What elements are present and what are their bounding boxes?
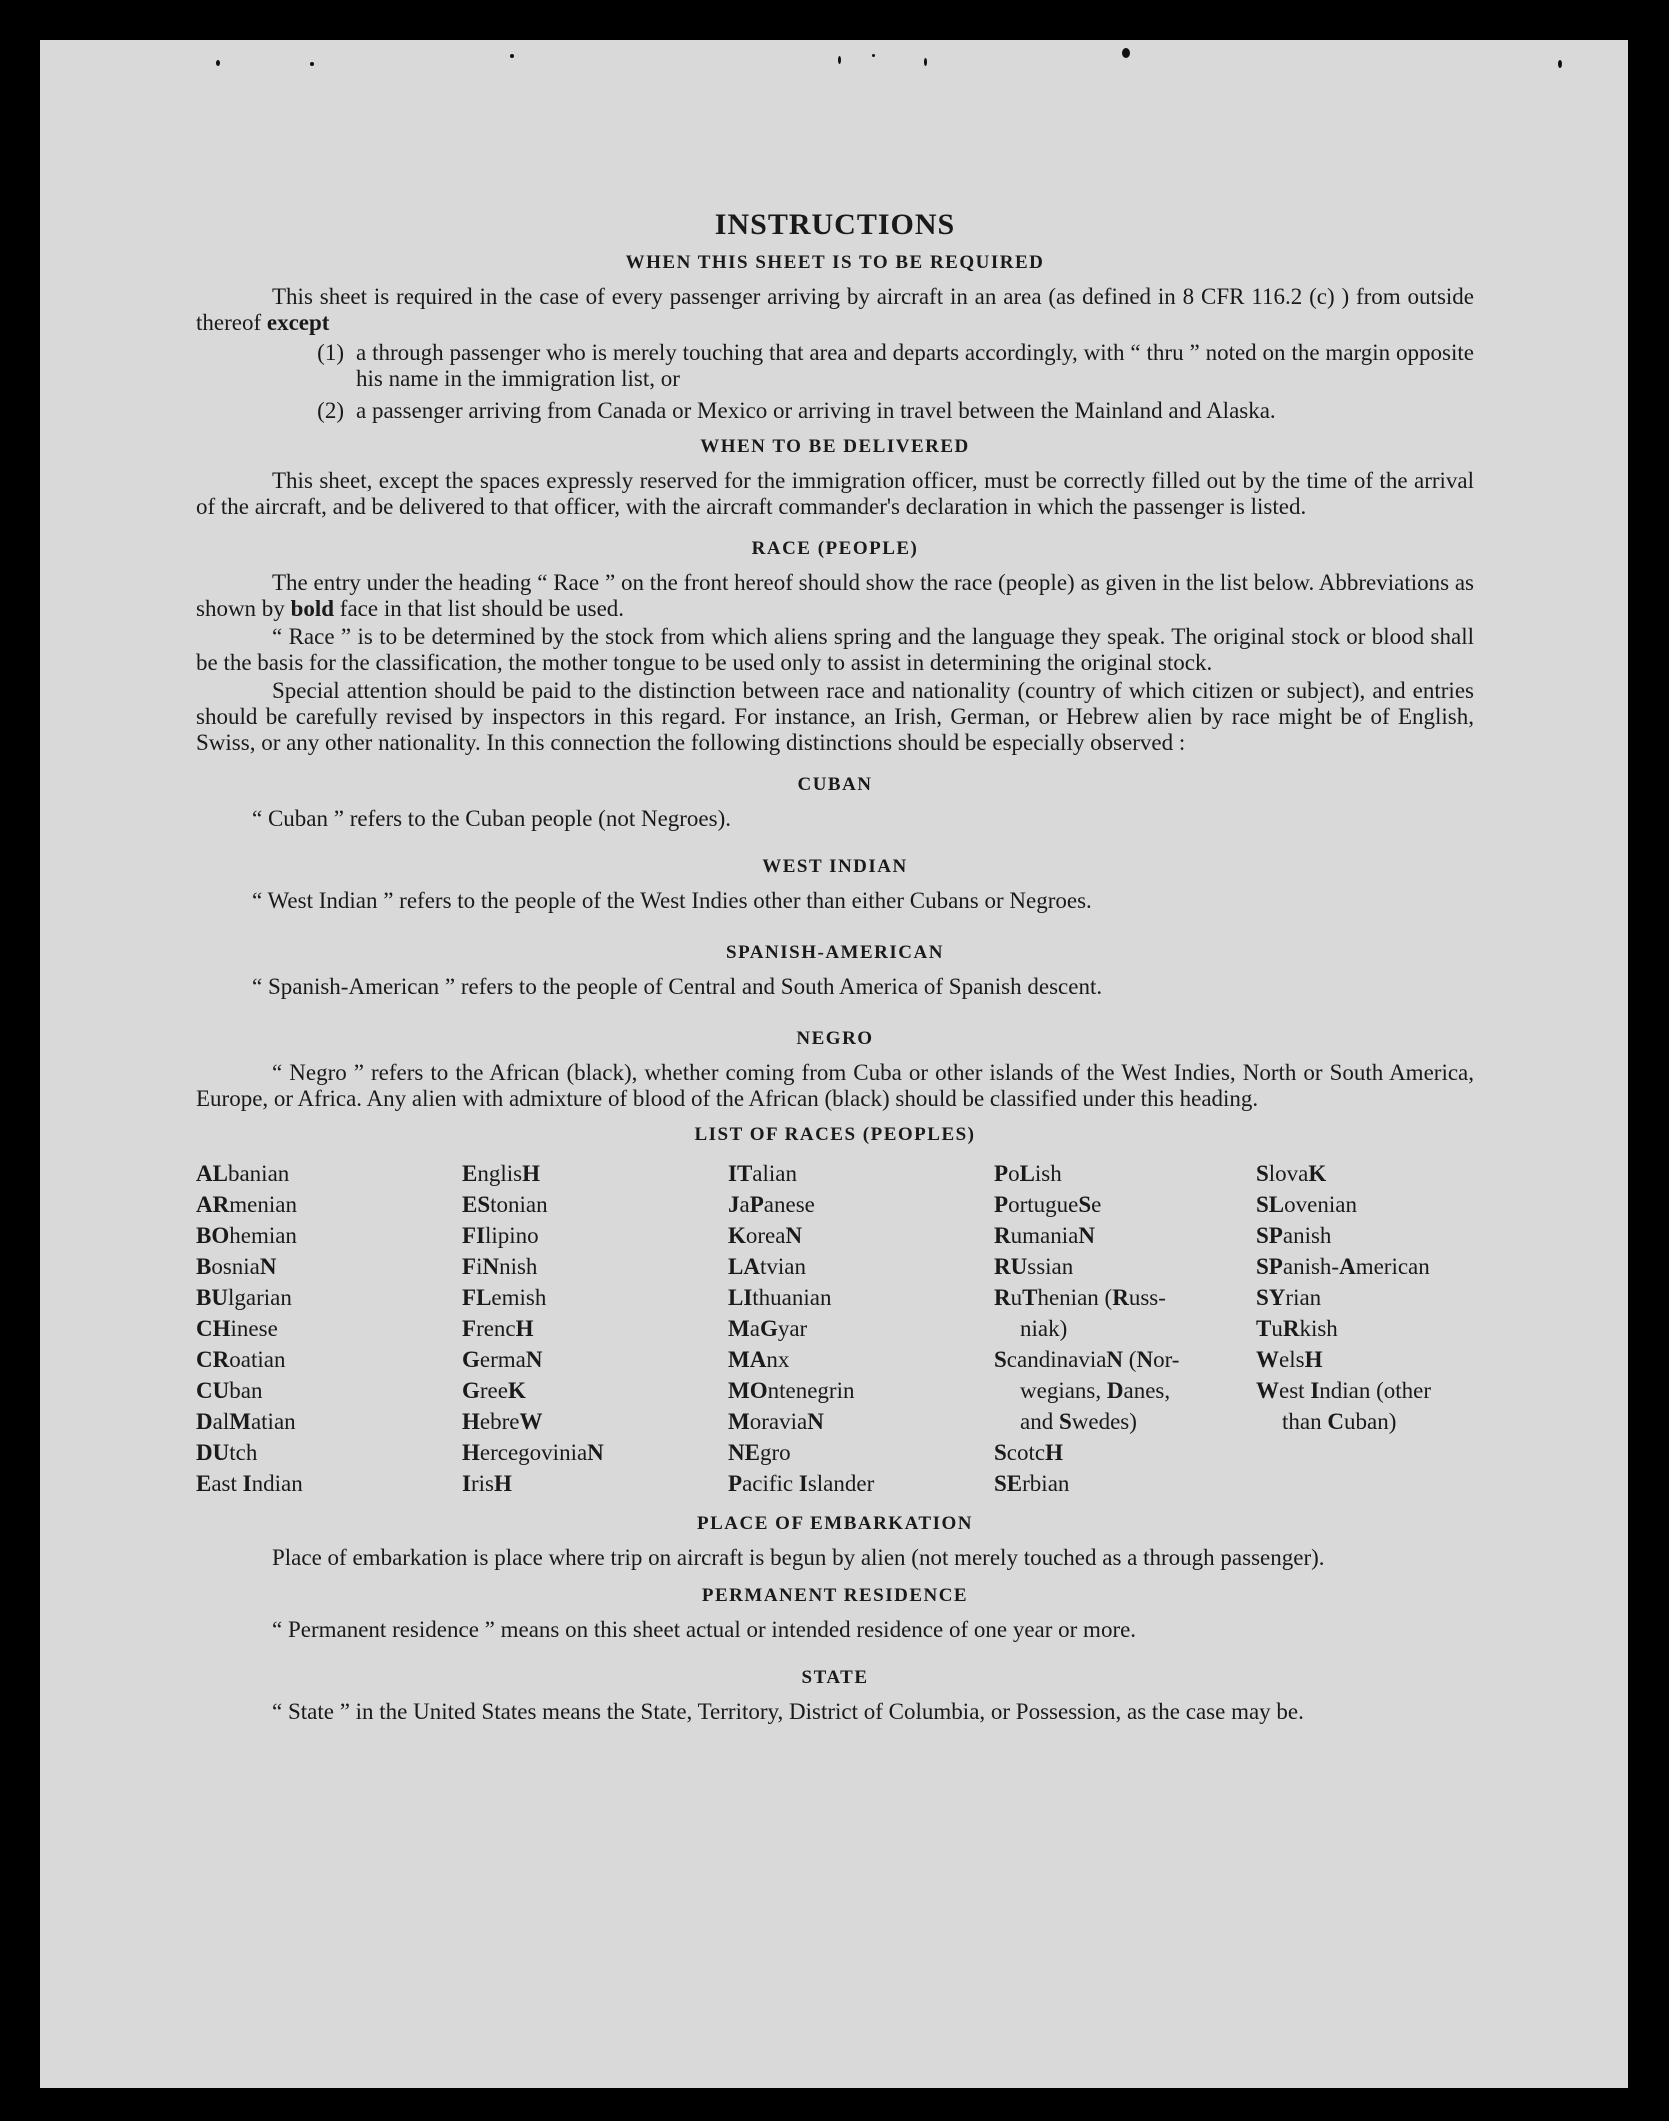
page-title: INSTRUCTIONS — [714, 208, 956, 241]
exception-list — [196, 340, 1474, 424]
race-list — [196, 1158, 1474, 1499]
race-list-item: SLovenian — [1256, 1192, 1357, 1217]
punch-mark — [310, 62, 314, 66]
race-list-item: CUban — [196, 1378, 263, 1403]
race-list-item: PoLish — [994, 1161, 1062, 1186]
heading-west-indian: WEST INDIAN — [762, 856, 908, 877]
race-list-item: MaGyar — [728, 1316, 808, 1341]
race-list-item: niak) — [1020, 1316, 1068, 1341]
race-list-item: SYrian — [1256, 1285, 1322, 1310]
race-list-item: KoreaN — [728, 1223, 803, 1248]
instructions-body — [196, 162, 1474, 1727]
race-list-item: GreeK — [462, 1378, 526, 1403]
race-list-item: LAtvian — [728, 1254, 806, 1279]
race-list-item: Pacific Islander — [728, 1471, 875, 1496]
race-list-item: PortugueSe — [994, 1192, 1102, 1217]
heading-embarkation: PLACE OF EMBARKATION — [697, 1513, 973, 1534]
race-list-item: ScandinaviaN (Nor- — [994, 1347, 1180, 1372]
punch-mark — [1122, 48, 1130, 58]
race-list-item: RUssian — [994, 1254, 1074, 1279]
race-list-item: SPanish — [1256, 1223, 1332, 1248]
cuban-text: “ Cuban ” refers to the Cuban people (not Negroes). — [252, 806, 732, 831]
race-list-item: SPanish-American — [1256, 1254, 1430, 1279]
heading-when-delivered: WHEN TO BE DELIVERED — [700, 436, 970, 457]
race-list-item: ITalian — [728, 1161, 797, 1186]
race-list-item: IrisH — [462, 1471, 512, 1496]
race-list-item: East Indian — [196, 1471, 303, 1496]
race-list-item: DalMatian — [196, 1409, 296, 1434]
race-column — [728, 1158, 994, 1499]
list-item-number: (1) — [317, 340, 344, 365]
race-list-item: NEgro — [728, 1440, 791, 1465]
list-item — [196, 398, 1474, 424]
state-text: “ State ” in the United States means the State, Territory, District of Columbia, or Possession, as the case may be. — [272, 1699, 1304, 1724]
punch-mark — [838, 56, 841, 64]
race-list-item: SlovaK — [1256, 1161, 1327, 1186]
punch-mark — [216, 60, 220, 66]
document-page — [40, 40, 1628, 2088]
spanish-american-text: “ Spanish-American ” refers to the people of Central and South America of Spanish descent. — [252, 974, 1103, 999]
race-list-item: TuRkish — [1256, 1316, 1338, 1341]
race-list-item: FLemish — [462, 1285, 547, 1310]
race-column — [196, 1158, 462, 1499]
race-list-item: MOntenegrin — [728, 1378, 855, 1403]
race-list-item: ScotcH — [994, 1440, 1063, 1465]
list-item-text: a passenger arriving from Canada or Mexico or arriving in travel between the Mainland and Alaska. — [356, 398, 1276, 423]
race-list-item: LIthuanian — [728, 1285, 832, 1310]
list-item-number: (2) — [317, 398, 344, 423]
race-paragraph-3: Special attention should be paid to the distinction between race and nationality (country of which citizen or subject), and entries should be carefully revised by inspectors in this regard. For instance, an Irish, German, or Hebrew alien by race might be of English, Swiss, or any other nationality. In this connection the following distinctions should be especially observed : — [196, 678, 1474, 755]
list-item — [196, 340, 1474, 392]
race-list-item: HercegoviniaN — [462, 1440, 604, 1465]
race-list-item: SErbian — [994, 1471, 1070, 1496]
race-column — [462, 1158, 728, 1499]
required-intro-bold: except — [266, 310, 330, 335]
heading-negro: NEGRO — [796, 1028, 874, 1049]
west-indian-text: “ West Indian ” refers to the people of the West Indies other than either Cubans or Negroes. — [252, 888, 1092, 913]
race-list-item: GermaN — [462, 1347, 543, 1372]
punch-mark — [510, 54, 514, 58]
heading-cuban: CUBAN — [797, 774, 873, 795]
race-list-item: RuThenian (Russ- — [994, 1285, 1166, 1310]
race-list-item: FiNnish — [462, 1254, 538, 1279]
heading-state: STATE — [801, 1667, 869, 1688]
race-list-item: HebreW — [462, 1409, 543, 1434]
race-list-item: than Cuban) — [1282, 1409, 1397, 1434]
race-list-item: BosniaN — [196, 1254, 277, 1279]
race-list-item: WelsH — [1256, 1347, 1323, 1372]
race-column — [1256, 1158, 1474, 1499]
negro-text: “ Negro ” refers to the African (black), whether coming from Cuba or other islands of the West Indies, North or South America, Europe, or Africa. Any alien with admixture of blood of the African (black) should be classified under this heading. — [196, 1060, 1474, 1111]
race-p1-bold: bold — [290, 596, 335, 621]
race-list-item: West Indian (other — [1256, 1378, 1432, 1403]
residence-text: “ Permanent residence ” means on this sheet actual or intended residence of one year or more. — [272, 1617, 1137, 1642]
heading-when-required: WHEN THIS SHEET IS TO BE REQUIRED — [625, 252, 1045, 273]
race-list-item: wegians, Danes, — [1020, 1378, 1171, 1403]
race-list-item: CRoatian — [196, 1347, 286, 1372]
list-item-text: a through passenger who is merely touching that area and departs accordingly, with “ thru ” noted on the margin opposite his name in the immigration list, or — [356, 340, 1474, 391]
race-p1-text: The entry under the heading “ Race ” on the front hereof should show the race (people) as given in the list below. Abbreviations as shown by — [196, 570, 1474, 621]
punch-mark — [1558, 60, 1562, 68]
punch-mark — [924, 58, 927, 66]
race-list-item: CHinese — [196, 1316, 278, 1341]
heading-spanish-american: SPANISH-AMERICAN — [726, 942, 944, 963]
race-list-item: EStonian — [462, 1192, 548, 1217]
race-paragraph-2: “ Race ” is to be determined by the stock from which aliens spring and the language they speak. The original stock or blood shall be the basis for the classification, the mother tongue to be used only to assist in determining the original stock. — [196, 624, 1474, 675]
race-paragraph-1 — [196, 570, 1474, 622]
race-list-item: FIlipino — [462, 1223, 539, 1248]
race-p1-text-end: face in that list should be used. — [334, 596, 625, 621]
heading-permanent-residence: PERMANENT RESIDENCE — [701, 1585, 969, 1606]
race-list-item: ARmenian — [196, 1192, 297, 1217]
race-list-item: and Swedes) — [1020, 1409, 1137, 1434]
embarkation-text: Place of embarkation is place where trip on aircraft is begun by alien (not merely touched as a through passenger). — [272, 1545, 1325, 1570]
race-list-item: BUlgarian — [196, 1285, 292, 1310]
race-list-item: JaPanese — [728, 1192, 815, 1217]
heading-list-of-races: LIST OF RACES (PEOPLES) — [694, 1124, 976, 1145]
required-intro — [196, 284, 1474, 336]
delivered-text: This sheet, except the spaces expressly reserved for the immigration officer, must be correctly filled out by the time of the arrival of the aircraft, and be delivered to that officer, with the aircraft commander's declaration in which the passenger is listed. — [196, 468, 1474, 519]
race-list-item: EnglisH — [462, 1161, 540, 1186]
race-list-item: RumaniaN — [994, 1223, 1095, 1248]
race-column — [994, 1158, 1256, 1499]
required-intro-text: This sheet is required in the case of every passenger arriving by aircraft in an area (as defined in 8 CFR 116.2 (c) ) from outside thereof — [196, 284, 1474, 335]
race-list-item: MoraviaN — [728, 1409, 824, 1434]
race-list-item: ALbanian — [196, 1161, 290, 1186]
heading-race: RACE (PEOPLE) — [751, 538, 919, 559]
race-list-item: FrencH — [462, 1316, 534, 1341]
race-list-item: DUtch — [196, 1440, 258, 1465]
race-list-item: MAnx — [728, 1347, 790, 1372]
race-list-item: BOhemian — [196, 1223, 297, 1248]
punch-mark — [872, 54, 875, 57]
